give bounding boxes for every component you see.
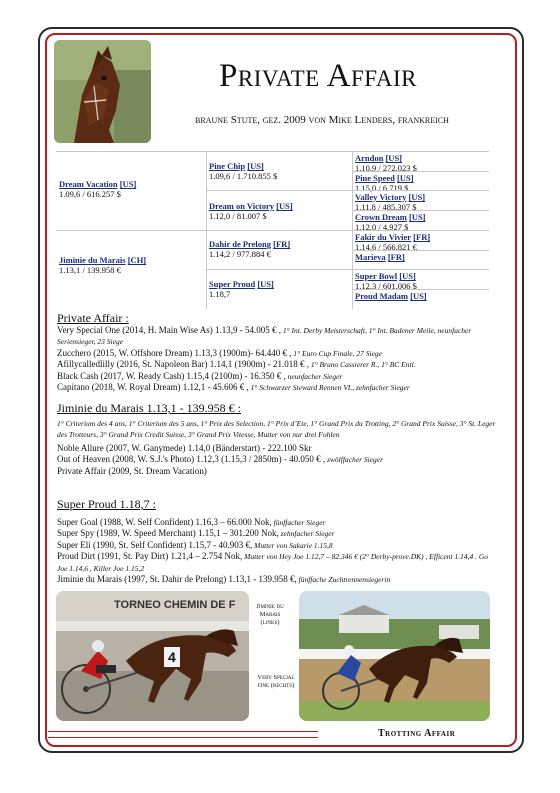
section-heading-jiminie: Jiminie du Marais 1.13,1 - 139.958 € :	[57, 401, 241, 415]
offspring-entry: Proud Dirt (1991, St. Pay Dirt) 1.21,4 – 2.754 Nok, Mutter von Hey Joe 1.12,7 – 82.346 € (2° Derby-prove.DK) , Efficent 1.14,4 . Go Joe 1.14,6 , Killer Joe 1.15,2	[57, 551, 489, 573]
section-heading-super-proud: Super Proud 1.18,7 :	[57, 497, 156, 511]
pedigree-dam: Jiminie du Marais [CH] 1.13,1 / 139.958 €	[56, 230, 206, 309]
caption-left-photo: Jiminie du Marais (links)	[256, 603, 284, 627]
pedigree-ancestor: Arndon [US] 1.10,9 / 272.023 $	[352, 151, 489, 171]
footer-label: Trotting Affair	[378, 728, 456, 739]
pedigree-ancestor: Valley Victory [US] 1.11,8 / 485.307 $	[352, 190, 489, 210]
pedigree-sire: Dream Vacation [US] 1.09,6 / 616.257 $	[56, 151, 206, 230]
pedigree-ancestor: Crown Dream [US] 1.12,0 / 4.927 $	[352, 210, 489, 230]
pedigree-ancestor: Marieva [FR]	[352, 250, 489, 269]
race-photo-right	[299, 591, 490, 721]
section-heading-private-affair: Private Affair :	[57, 311, 129, 325]
pedigree-dam-sire: Dahir de Prelong [FR] 1.14,2 / 977.884 €	[206, 230, 352, 269]
race-record: 1° Criterium des 4 ans, 1° Criterium des 5 ans, 1° Prix des Selection, 1° Prix d’Ete, 1° Grand Prix du Trotting, 2° Grand Prix Suisse, 3° St. Leger des Trotteurs, 3° Grand Prix Credit Suisse, 3° Grand Prix Vitesse, Mutter von nur drei Fohlen	[57, 419, 496, 440]
offspring-entry: Jiminie du Marais (1997, St. Dahir de Prelong) 1.13,1 - 139.958 €, fünffache Zuchtrennensiegerin	[57, 574, 391, 585]
pedigree-ancestor: Fakir du Vivier [FR] 1.14,6 / 566.821 €	[352, 230, 489, 250]
offspring-entry: Afillycalledlilly (2016, St. Napoleon Bar) 1.14,1 (1900m) - 21.018 € , 1° Bruno Cassierer R., 1° BC Entl.	[57, 359, 416, 370]
pedigree-ancestor: Pine Speed [US] 1.15,0 / 6.719 $	[352, 171, 489, 190]
offspring-entry: Out of Heaven (2008, W. S.J.'s Photo) 1.12,3 (1.15,3 / 2850m) - 40.050 € , zwölffacher Sieger	[57, 454, 384, 465]
race-photo-left	[56, 591, 249, 721]
footer-rule	[48, 731, 318, 732]
pedigree-table	[56, 151, 489, 309]
saddle-number: 4	[168, 649, 176, 665]
pedigree-ancestor: Proud Madam [US]	[352, 289, 489, 309]
pedigree-dam-dam: Super Proud [US] 1.18,7	[206, 269, 352, 309]
pedigree-ancestor: Super Bowl [US] 1.12,3 / 601.006 $	[352, 269, 489, 289]
banner-text: TORNEO CHEMIN DE F	[114, 599, 236, 611]
offspring-entry: Private Affair (2009, St. Dream Vacation)	[57, 465, 207, 476]
offspring-entry: Black Cash (2017, W. Ready Cash) 1.15,4 (2100m) - 16.350 € , neunfacher Sieger	[57, 370, 343, 381]
offspring-list-private-affair	[57, 325, 497, 394]
offspring-entry: Super Goal (1988, W. Self Confident) 1.16,3 – 66.000 Nok, fünffacher Sieger	[57, 517, 326, 527]
footer-rule	[48, 737, 318, 738]
offspring-entry: Noble Allure (2007, W. Ganymede) 1.14,0 (Bänderstart) - 222.100 Skr	[57, 442, 312, 453]
caption-right-photo: Very Special One (rechts)	[257, 674, 295, 690]
offspring-entry: Capitano (2018, W. Royal Dream) 1.12,1 - 45.606 € , 1° Schwarzer Steward Rennen VL, zehnfacher Sieger	[57, 382, 410, 393]
horse-head-photo	[54, 40, 151, 143]
offspring-entry: Zucchero (2015, W. Offshore Dream) 1.13,3 (1900m)- 64.440 € , 1° Euro Cup Finale, 27 Siege	[57, 347, 382, 358]
offspring-entry: Super Spy (1989, W. Speed Merchant) 1.15,1 – 301.200 Nok, zehnfacher Sieger	[57, 528, 335, 539]
page-subtitle: braune Stute, gez. 2009 von Mike Lenders, frankreich	[195, 114, 449, 126]
pedigree-sire-sire: Pine Chip [US] 1.09,6 / 1.710.855 $	[206, 151, 352, 190]
offspring-list-super-proud	[57, 517, 497, 586]
offspring-entry: Super Eli (1990, St. Self Confident) 1.15,7 - 40.903 €, Mutter von Sakarie 1.15,8	[57, 539, 333, 550]
offspring-list-jiminie	[57, 418, 497, 477]
page-title: Private Affair	[219, 58, 417, 94]
pedigree-sire-dam: Dream on Victory [US] 1.12,0 / 81.007 $	[206, 190, 352, 230]
offspring-entry: Very Special One (2014, H. Main Wise As) 1.13,9 - 54.005 € , 1° Int. Derby Meisterschaft, 1° Int. Badener Meile, neunfacher Seriensieger, 23 Siege	[57, 325, 472, 347]
